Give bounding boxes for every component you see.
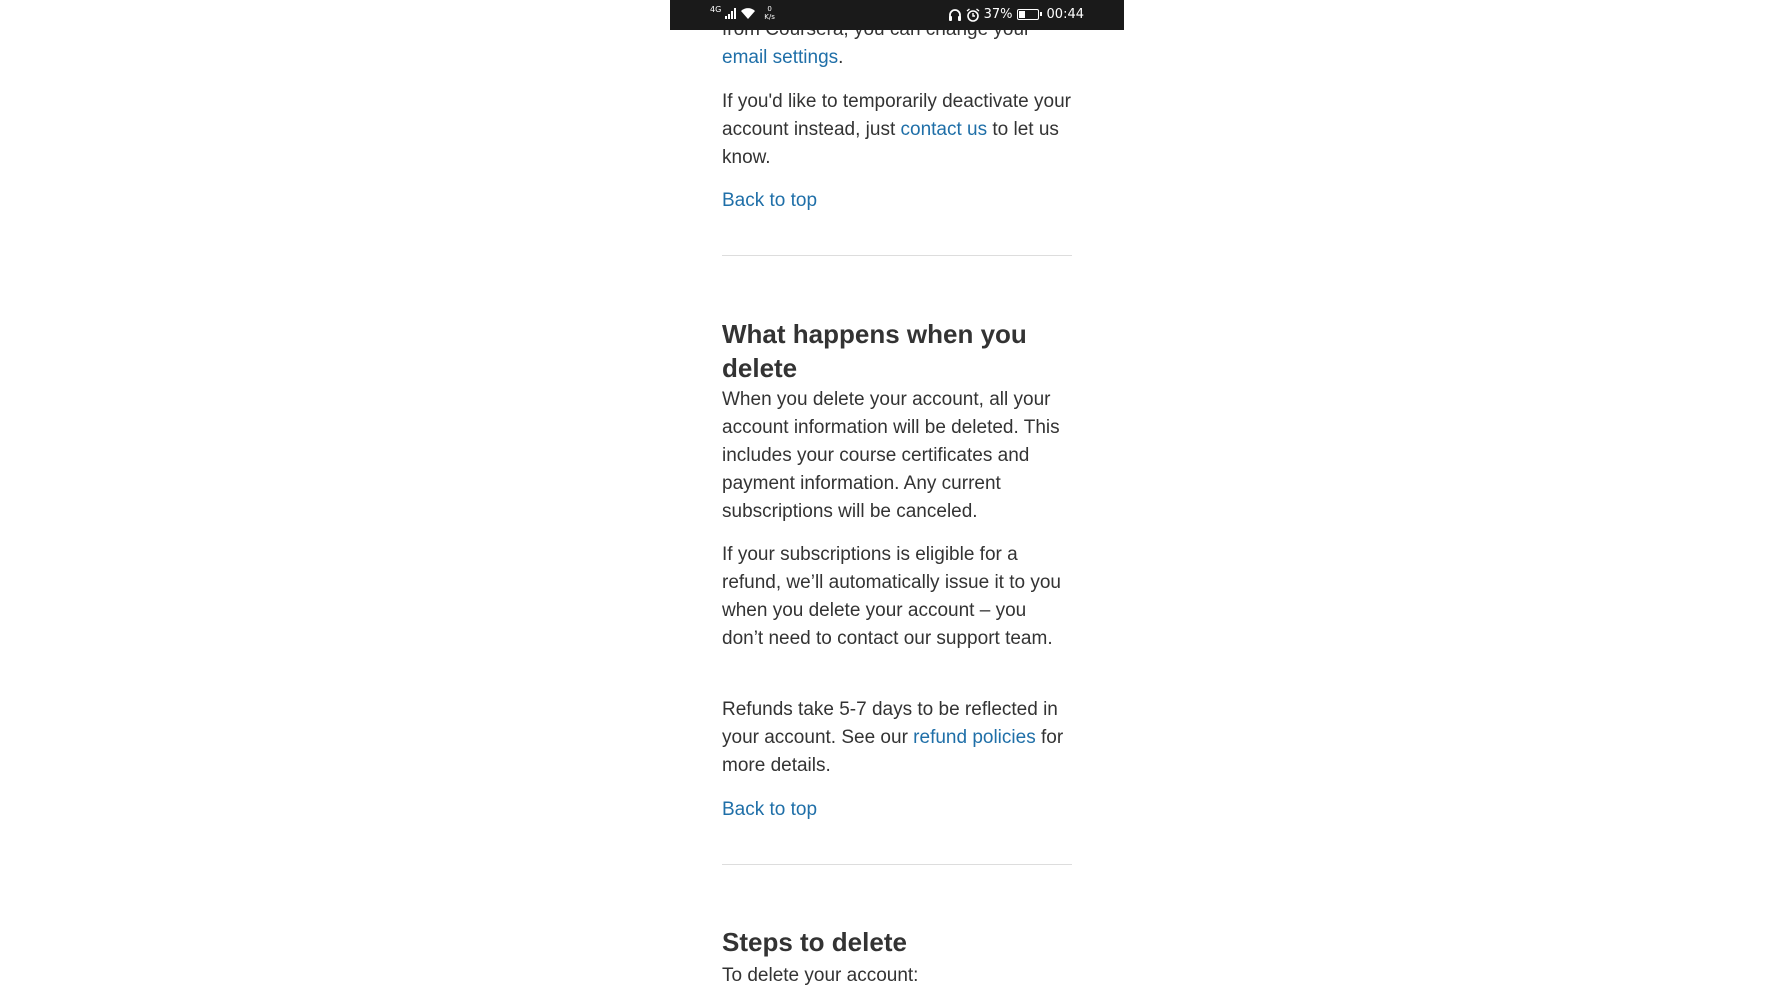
signal-icon: [725, 7, 736, 19]
refund-timing-suffix: for more details.: [722, 727, 1064, 776]
steps-to-delete-heading: Steps to delete: [722, 926, 907, 957]
network-speed-unit: K/s: [764, 13, 775, 21]
deletion-info-paragraph: When you delete your account, all your account information will be deleted. This includes your course certificates and payment information. Any current subscriptions will be canceled.: [722, 389, 1060, 522]
contact-us-link[interactable]: contact us: [900, 119, 988, 140]
clock: 00:44: [1046, 7, 1084, 22]
what-happens-heading: What happens when you delete: [722, 318, 1027, 383]
section-divider: [722, 255, 1072, 256]
status-bar-left: [710, 5, 775, 21]
back-to-top-link[interactable]: Back to top: [722, 190, 818, 211]
refund-policies-link[interactable]: refund policies: [913, 727, 1036, 748]
network-speed-value: 0: [767, 5, 772, 13]
refund-timing-paragraph: [722, 696, 1072, 780]
battery-percent: 37%: [983, 7, 1013, 22]
alarm-icon: [966, 8, 980, 22]
deactivate-prefix: If you'd like to temporarily deactivate your account instead, just: [722, 91, 1071, 140]
back-to-top-link[interactable]: Back to top: [722, 799, 818, 820]
wifi-icon: [740, 7, 756, 20]
network-type: 4G: [710, 4, 722, 14]
battery-fill: [1019, 11, 1025, 18]
status-bar: [670, 0, 1124, 30]
deactivate-suffix: to let us know.: [722, 119, 1059, 168]
email-settings-link[interactable]: email settings: [722, 47, 839, 68]
network-speed: [764, 5, 775, 21]
section-divider: [722, 864, 1072, 865]
battery-icon: [1017, 9, 1039, 20]
refund-timing-prefix: Refunds take 5-7 days to be reflected in your account. See our: [722, 699, 1058, 748]
email-settings-suffix: .: [838, 47, 844, 68]
status-bar-right: [948, 7, 1084, 22]
deactivate-paragraph: [722, 88, 1072, 172]
steps-intro-paragraph: To delete your account:: [722, 965, 919, 986]
headphones-icon: [948, 8, 962, 21]
phone-screen: [670, 0, 1124, 1000]
refund-info-paragraph: If your subscriptions is eligible for a refund, we’ll automatically issue it to you when you delete your account – you don’t need to contact our support team.: [722, 544, 1061, 649]
